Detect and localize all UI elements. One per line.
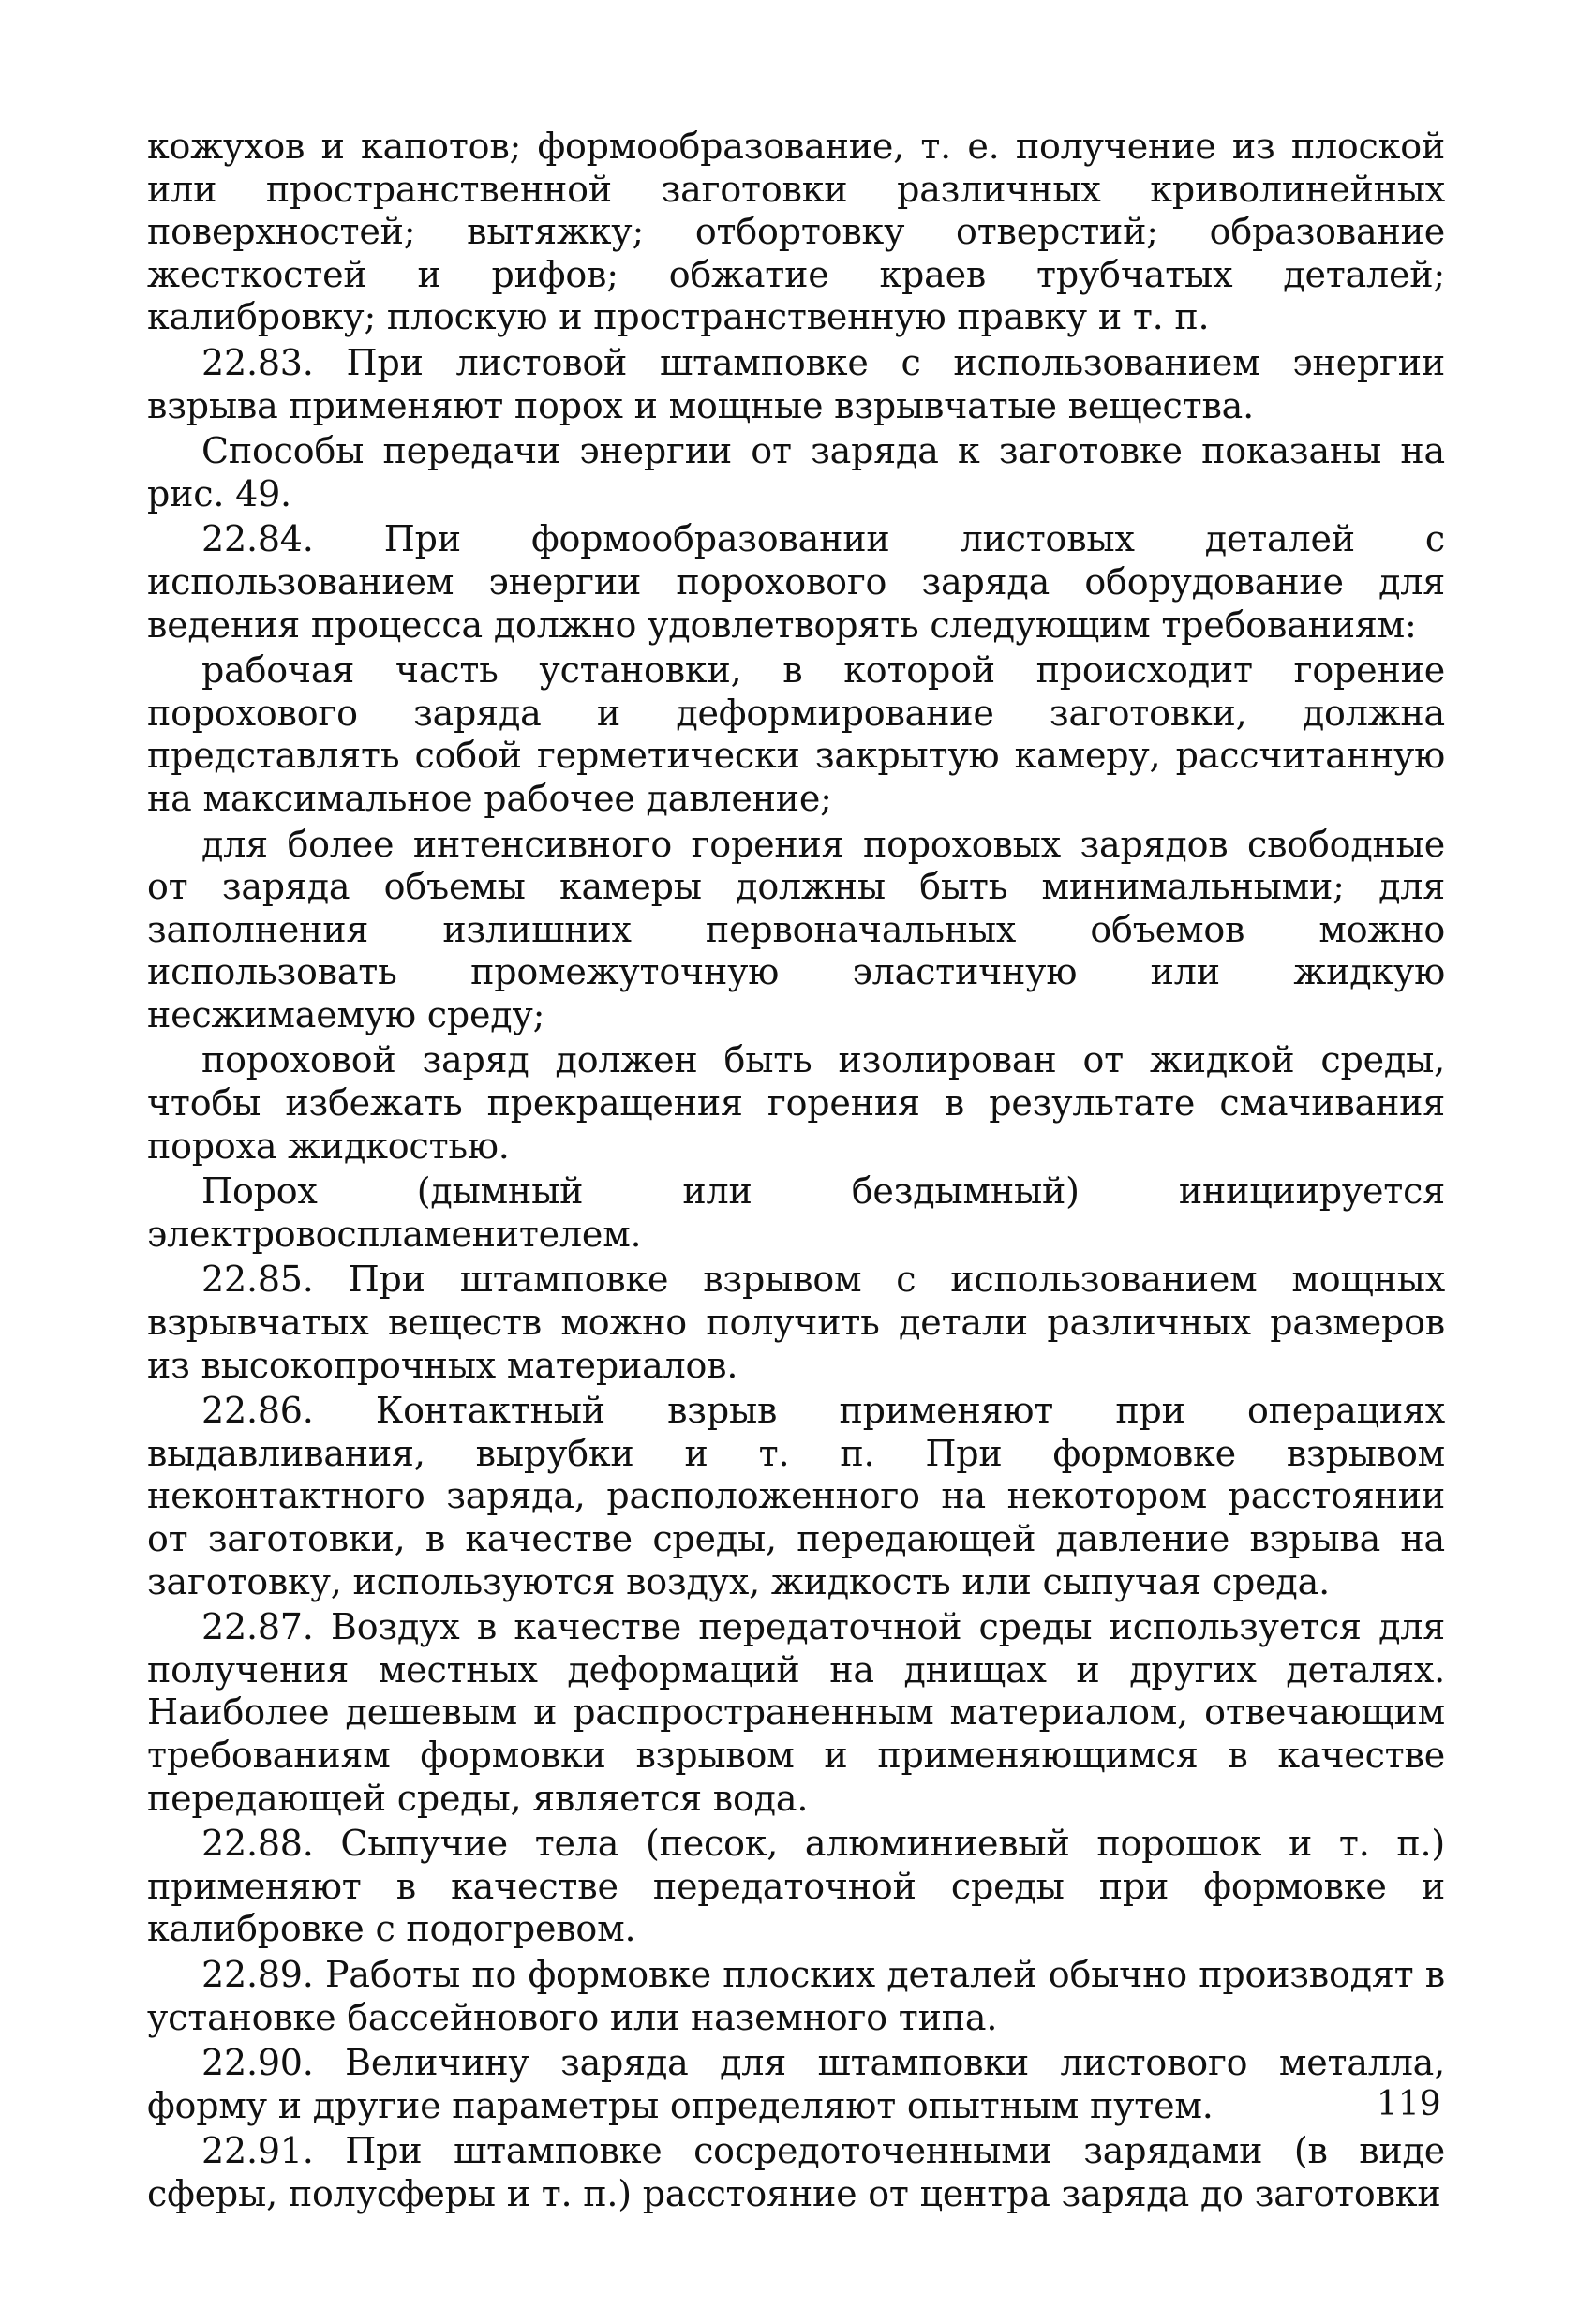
paragraph-energy-transfer: Способы передачи энергии от заряда к заготовке показаны на рис. 49. xyxy=(147,430,1445,514)
paragraph-requirement-isolation: пороховой заряд должен быть изолирован от жидкой среды, чтобы избежать прекращения горения в результате смачивания пороха жидкостью. xyxy=(147,1039,1445,1167)
paragraph-22-90: 22.90. Величину заряда для штамповки листового металла, форму и другие параметры определяют опытным путем. xyxy=(147,2042,1445,2126)
paragraph-powder-ignition: Порох (дымный или бездымный) инициируется электровоспламенителем. xyxy=(147,1170,1445,1255)
paragraph-22-88: 22.88. Сыпучие тела (песок, алюминиевый порошок и т. п.) применяют в качестве передаточной среды при формовке и калибровке с подогревом. xyxy=(147,1823,1445,1950)
paragraph-22-91: 22.91. При штамповке сосредоточенными зарядами (в виде сферы, полусферы и т. п.) расстояние от центра заряда до заготовки xyxy=(147,2130,1445,2214)
paragraph-22-85: 22.85. При штамповке взрывом с использованием мощных взрывчатых веществ можно получить детали различных размеров из высокопрочных материалов. xyxy=(147,1259,1445,1386)
paragraph-22-83: 22.83. При листовой штамповке с использованием энергии взрыва применяют порох и мощные взрывчатые вещества. xyxy=(147,341,1445,426)
paragraph-22-87: 22.87. Воздух в качестве передаточной среды используется для получения местных деформаций на днищах и других деталях. Наиболее дешевым и распространенным материалом, отвечающим требованиям формовки взрывом и применяющимся в качестве передающей среды, является вода. xyxy=(147,1606,1445,1819)
page-number: 119 xyxy=(1377,2085,1441,2123)
paragraph-requirement-chamber: рабочая часть установки, в которой происходит горение порохового заряда и деформирование заготовки, должна представлять собой герметически закрытую камеру, рассчитанную на максимальное рабочее давление; xyxy=(147,649,1445,819)
paragraph-continuation: кожухов и капотов; формообразование, т. е. получение из плоской или пространственной заготовки различных криволинейных поверхностей; вытяжку; отбортовку отверстий; образование жесткостей и рифов; обжатие краев трубчатых деталей; калибровку; плоскую и пространственную правку и т. п. xyxy=(147,126,1445,338)
page-body xyxy=(147,126,1445,2219)
paragraph-22-86: 22.86. Контактный взрыв применяют при операциях выдавливания, вырубки и т. п. При формовке взрывом неконтактного заряда, расположенного на некотором расстоянии от заготовки, в качестве среды, передающей давление взрыва на заготовку, используются воздух, жидкость или сыпучая среда. xyxy=(147,1390,1445,1602)
paragraph-22-89: 22.89. Работы по формовке плоских деталей обычно производят в установке бассейнового или наземного типа. xyxy=(147,1953,1445,2038)
paragraph-22-84: 22.84. При формообразовании листовых деталей с использованием энергии порохового заряда оборудование для ведения процесса должно удовлетворять следующим требованиям: xyxy=(147,518,1445,646)
paragraph-requirement-volume: для более интенсивного горения пороховых зарядов свободные от заряда объемы камеры должны быть минимальными; для заполнения излишних первоначальных объемов можно использовать промежуточную эластичную или жидкую несжимаемую среду; xyxy=(147,823,1445,1035)
